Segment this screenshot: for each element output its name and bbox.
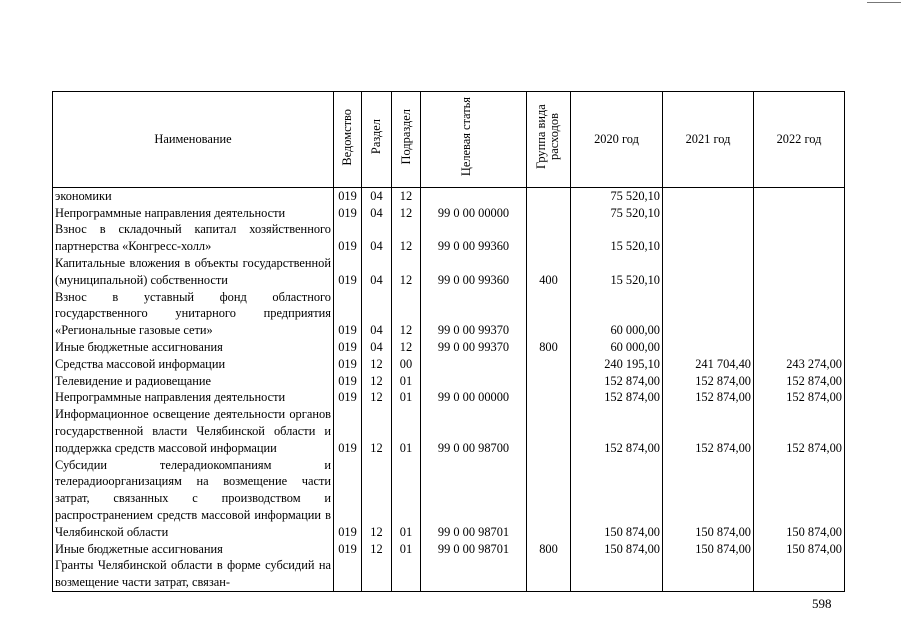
cell-podrazdel: 01 — [392, 389, 421, 406]
cell-podrazdel: 12 — [392, 255, 421, 289]
cell-2022 — [754, 557, 845, 591]
cell-gruppa — [527, 289, 571, 339]
cell-name: Взнос в уставный фонд областного государственного унитарного предприятия «Региональные газовые сети» — [53, 289, 334, 339]
cell-celevaya — [421, 187, 527, 204]
cell-podrazdel — [392, 557, 421, 591]
cell-razdel: 12 — [362, 373, 392, 390]
cell-2022 — [754, 339, 845, 356]
cell-celevaya: 99 0 00 00000 — [421, 205, 527, 222]
header-razdel: Раздел — [362, 92, 392, 188]
cell-vedomstvo — [334, 557, 362, 591]
table-row — [53, 557, 845, 591]
cell-gruppa — [527, 221, 571, 255]
cell-2021: 152 874,00 — [663, 389, 754, 406]
cell-podrazdel: 12 — [392, 289, 421, 339]
cell-2020: 75 520,10 — [571, 205, 663, 222]
cell-2022 — [754, 221, 845, 255]
cell-razdel — [362, 557, 392, 591]
cell-2021: 152 874,00 — [663, 406, 754, 456]
cell-razdel: 04 — [362, 255, 392, 289]
cell-celevaya — [421, 373, 527, 390]
cell-2022: 152 874,00 — [754, 373, 845, 390]
table-row — [53, 541, 845, 558]
header-vedomstvo: Ведомство — [334, 92, 362, 188]
cell-gruppa — [527, 457, 571, 541]
cell-razdel: 12 — [362, 406, 392, 456]
cell-vedomstvo: 019 — [334, 339, 362, 356]
corner-mark — [867, 2, 901, 3]
cell-2020: 75 520,10 — [571, 187, 663, 204]
cell-razdel: 04 — [362, 205, 392, 222]
cell-2020: 15 520,10 — [571, 255, 663, 289]
cell-razdel: 04 — [362, 339, 392, 356]
header-2022: 2022 год — [754, 92, 845, 188]
cell-podrazdel: 01 — [392, 541, 421, 558]
cell-2021 — [663, 289, 754, 339]
cell-vedomstvo: 019 — [334, 373, 362, 390]
table-row — [53, 406, 845, 456]
cell-name: Взнос в складочный капитал хозяйственного партнерства «Конгресс-холл» — [53, 221, 334, 255]
cell-celevaya: 99 0 00 99360 — [421, 255, 527, 289]
cell-name: Иные бюджетные ассигнования — [53, 339, 334, 356]
cell-2021 — [663, 255, 754, 289]
cell-name: Непрограммные направления деятельности — [53, 389, 334, 406]
cell-2020: 15 520,10 — [571, 221, 663, 255]
table-row — [53, 187, 845, 204]
cell-2020: 240 195,10 — [571, 356, 663, 373]
cell-name: Капитальные вложения в объекты государственной (муниципальной) собственности — [53, 255, 334, 289]
cell-gruppa — [527, 356, 571, 373]
page-number: 598 — [812, 596, 832, 611]
cell-podrazdel: 12 — [392, 205, 421, 222]
cell-2020: 150 874,00 — [571, 541, 663, 558]
cell-podrazdel: 01 — [392, 457, 421, 541]
cell-gruppa — [527, 205, 571, 222]
table-row — [53, 339, 845, 356]
table-row — [53, 356, 845, 373]
header-2021: 2021 год — [663, 92, 754, 188]
table-row — [53, 389, 845, 406]
header-2020: 2020 год — [571, 92, 663, 188]
cell-2020: 152 874,00 — [571, 373, 663, 390]
cell-celevaya: 99 0 00 98700 — [421, 406, 527, 456]
cell-vedomstvo: 019 — [334, 289, 362, 339]
cell-vedomstvo: 019 — [334, 541, 362, 558]
cell-razdel: 04 — [362, 289, 392, 339]
budget-table — [52, 91, 845, 592]
cell-celevaya: 99 0 00 98701 — [421, 541, 527, 558]
cell-razdel: 12 — [362, 541, 392, 558]
cell-celevaya — [421, 356, 527, 373]
cell-vedomstvo: 019 — [334, 221, 362, 255]
table-row — [53, 373, 845, 390]
cell-name: Гранты Челябинской области в форме субсидий на возмещение части затрат, связан- — [53, 557, 334, 591]
cell-name: Субсидии телерадиокомпаниям и телерадиоорганизациям на возмещение части затрат, связанных с производством и распространением средств массовой информации в Челябинской области — [53, 457, 334, 541]
cell-gruppa: 400 — [527, 255, 571, 289]
cell-vedomstvo: 019 — [334, 457, 362, 541]
cell-2020 — [571, 557, 663, 591]
cell-vedomstvo: 019 — [334, 406, 362, 456]
cell-2020: 60 000,00 — [571, 289, 663, 339]
cell-2021: 152 874,00 — [663, 373, 754, 390]
cell-podrazdel: 01 — [392, 406, 421, 456]
cell-2020: 152 874,00 — [571, 389, 663, 406]
cell-gruppa — [527, 557, 571, 591]
cell-2022 — [754, 205, 845, 222]
cell-2020: 60 000,00 — [571, 339, 663, 356]
cell-2022: 150 874,00 — [754, 541, 845, 558]
header-celevaya: Целевая статья — [421, 92, 527, 188]
cell-name: Телевидение и радиовещание — [53, 373, 334, 390]
cell-2021: 150 874,00 — [663, 541, 754, 558]
cell-name: Непрограммные направления деятельности — [53, 205, 334, 222]
cell-vedomstvo: 019 — [334, 356, 362, 373]
cell-2022 — [754, 255, 845, 289]
cell-2022: 152 874,00 — [754, 389, 845, 406]
cell-2020: 150 874,00 — [571, 457, 663, 541]
cell-podrazdel: 12 — [392, 221, 421, 255]
header-name: Наименование — [53, 92, 334, 188]
table-row — [53, 221, 845, 255]
table-row — [53, 457, 845, 541]
cell-razdel: 04 — [362, 187, 392, 204]
cell-podrazdel: 00 — [392, 356, 421, 373]
cell-celevaya — [421, 557, 527, 591]
table-row — [53, 205, 845, 222]
cell-celevaya: 99 0 00 00000 — [421, 389, 527, 406]
cell-vedomstvo: 019 — [334, 205, 362, 222]
cell-razdel: 12 — [362, 356, 392, 373]
cell-vedomstvo: 019 — [334, 255, 362, 289]
cell-2021 — [663, 221, 754, 255]
cell-name: Иные бюджетные ассигнования — [53, 541, 334, 558]
cell-2022 — [754, 187, 845, 204]
cell-2021 — [663, 187, 754, 204]
cell-gruppa — [527, 389, 571, 406]
cell-2022 — [754, 289, 845, 339]
cell-name: Информационное освещение деятельности органов государственной власти Челябинской области и поддержка средств массовой информации — [53, 406, 334, 456]
cell-gruppa: 800 — [527, 541, 571, 558]
cell-vedomstvo: 019 — [334, 187, 362, 204]
cell-2022: 243 274,00 — [754, 356, 845, 373]
table-row — [53, 289, 845, 339]
cell-name: Средства массовой информации — [53, 356, 334, 373]
cell-2022: 152 874,00 — [754, 406, 845, 456]
cell-vedomstvo: 019 — [334, 389, 362, 406]
cell-podrazdel: 01 — [392, 373, 421, 390]
cell-gruppa — [527, 373, 571, 390]
cell-2021 — [663, 557, 754, 591]
cell-2021: 150 874,00 — [663, 457, 754, 541]
table-header-row — [53, 92, 845, 188]
cell-gruppa — [527, 187, 571, 204]
cell-razdel: 12 — [362, 389, 392, 406]
cell-celevaya: 99 0 00 98701 — [421, 457, 527, 541]
cell-razdel: 04 — [362, 221, 392, 255]
cell-2021: 241 704,40 — [663, 356, 754, 373]
header-podrazdel: Подраздел — [392, 92, 421, 188]
cell-podrazdel: 12 — [392, 339, 421, 356]
cell-2021 — [663, 205, 754, 222]
cell-name: экономики — [53, 187, 334, 204]
cell-gruppa — [527, 406, 571, 456]
cell-celevaya: 99 0 00 99360 — [421, 221, 527, 255]
cell-gruppa: 800 — [527, 339, 571, 356]
cell-celevaya: 99 0 00 99370 — [421, 289, 527, 339]
cell-2020: 152 874,00 — [571, 406, 663, 456]
table-row — [53, 255, 845, 289]
cell-podrazdel: 12 — [392, 187, 421, 204]
cell-2022: 150 874,00 — [754, 457, 845, 541]
cell-celevaya: 99 0 00 99370 — [421, 339, 527, 356]
cell-2021 — [663, 339, 754, 356]
cell-razdel: 12 — [362, 457, 392, 541]
header-gruppa: Группа вида расходов — [527, 92, 571, 188]
